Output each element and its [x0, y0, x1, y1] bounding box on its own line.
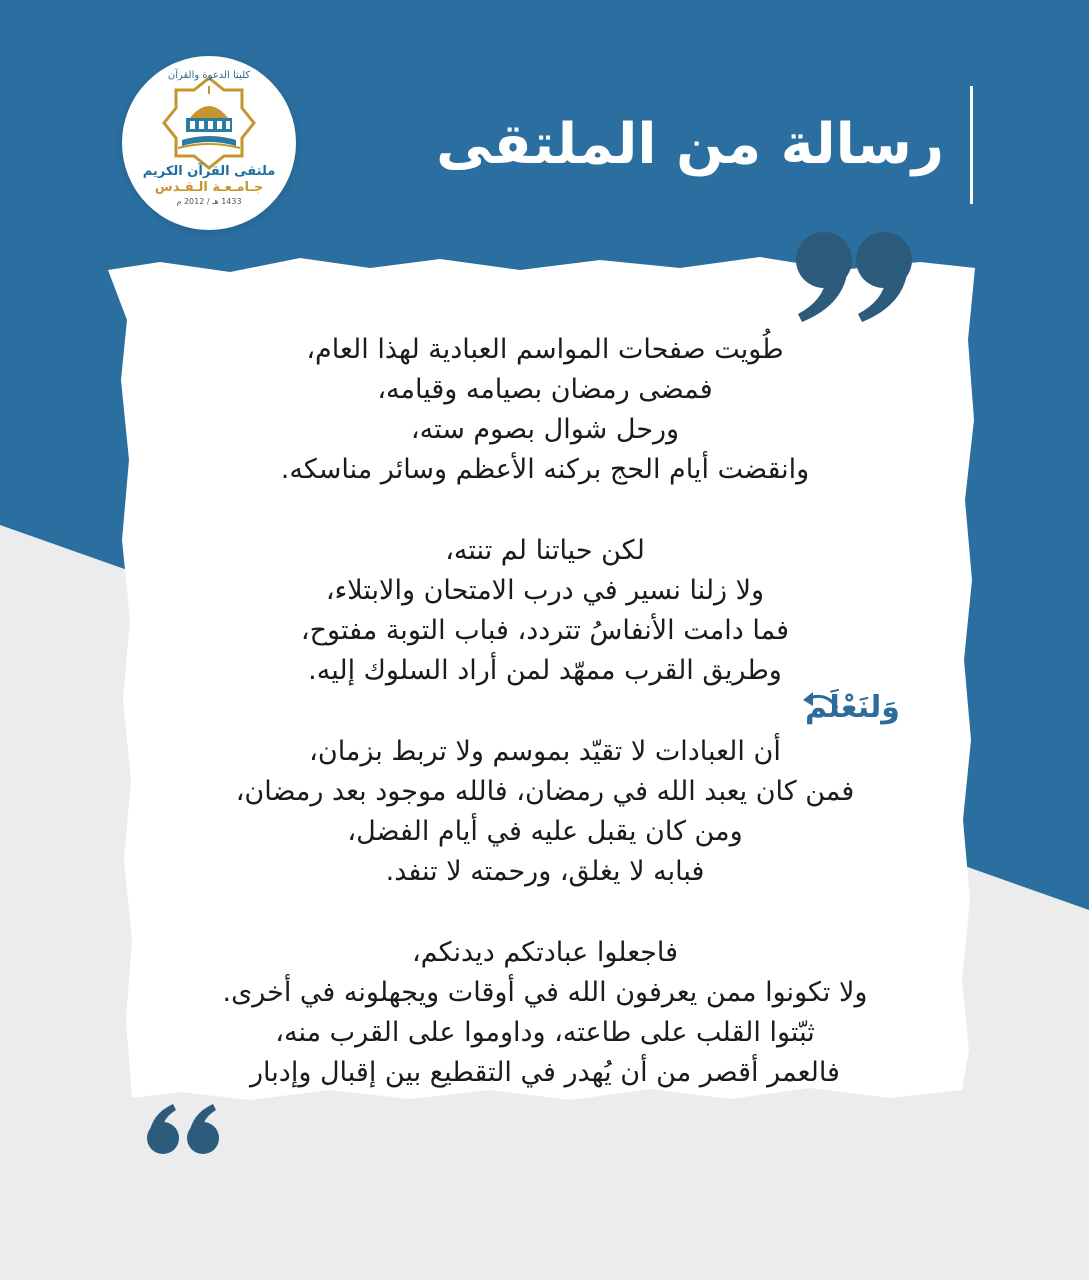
text-line: لكن حياتنا لم تنته،: [445, 535, 645, 566]
page-title: رسالة من الملتقى: [436, 112, 944, 177]
closing-quote-icon: [788, 226, 920, 326]
text-line: ولا تكونوا ممن يعرفون الله في أوقات ويجهلونه في أخرى.: [222, 977, 868, 1008]
logo-line-2: جـامـعـة الـقـدس: [154, 180, 264, 195]
text-line: فمن كان يعبد الله في رمضان، فالله موجود بعد رمضان،: [235, 776, 855, 807]
text-line: وطريق القرب ممهّد لمن أراد السلوك إليه.: [308, 655, 782, 686]
logo: [122, 56, 296, 230]
paragraph-3: [150, 732, 940, 892]
paragraph-1: [150, 330, 940, 490]
text-line: فمضى رمضان بصيامه وقيامه،: [377, 374, 713, 405]
text-line: فما دامت الأنفاسُ تتردد، فباب التوبة مفتوح،: [300, 615, 790, 646]
text-line: فبابه لا يغلق، ورحمته لا تنفد.: [385, 856, 705, 887]
note-label: وَلنَعْلَم: [805, 690, 900, 725]
text-line: فاجعلوا عبادتكم ديدنكم،: [411, 937, 679, 968]
text-line: ورحل شوال بصوم سته،: [410, 414, 680, 445]
paragraph-2: [150, 531, 940, 691]
opening-quote-icon: [145, 1100, 223, 1156]
title-divider: [970, 86, 973, 204]
text-line: فالعمر أقصر من أن يُهدر في التقطيع بين إقبال وإدبار: [250, 1057, 840, 1088]
text-line: ثبّتوا القلب على طاعته، وداوموا على القرب منه،: [275, 1017, 815, 1048]
paragraph-4: [150, 933, 940, 1093]
text-line: أن العبادات لا تقيّد بموسم ولا تربط بزمان،: [309, 736, 781, 767]
text-line: وانقضت أيام الحج بركنه الأعظم وسائر مناسكه.: [280, 454, 810, 485]
text-line: ومن كان يقبل عليه في أيام الفضل،: [347, 816, 743, 847]
text-line: ولا زلنا نسير في درب الامتحان والابتلاء،: [325, 575, 765, 606]
message-body: [150, 330, 940, 1093]
logo-line-3: 1433 هـ / 2012 م: [176, 197, 242, 206]
text-line: طُويت صفحات المواسم العبادية لهذا العام،: [306, 334, 784, 365]
logo-line-1: ملتقى القرآن الكريم: [142, 164, 276, 179]
logo-top-text: كليتا الدعوة والقرآن: [167, 70, 251, 81]
